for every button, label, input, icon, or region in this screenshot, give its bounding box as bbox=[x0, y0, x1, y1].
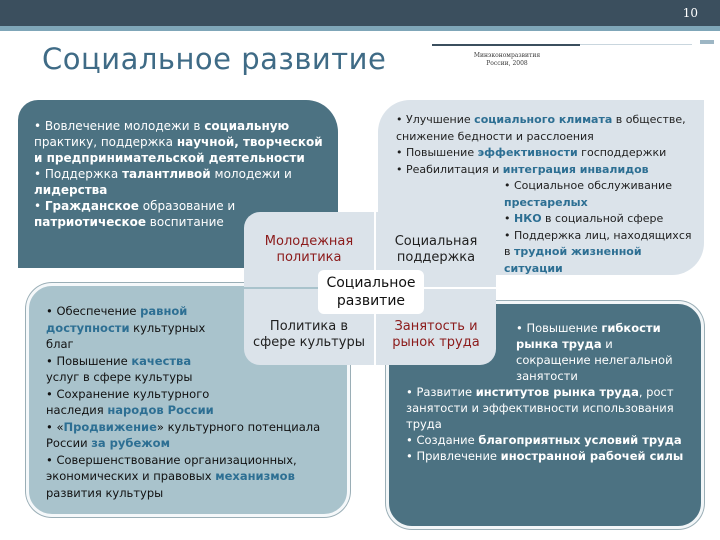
cell-label: Политика в bbox=[269, 319, 349, 334]
bullet-line: снижение бедности и расслоения bbox=[396, 129, 594, 143]
cell-label: поддержка bbox=[396, 249, 476, 265]
bullet-line: сокращение нелегальной bbox=[516, 353, 673, 367]
bullet-line: доступности культурных bbox=[46, 320, 206, 335]
source-note-line: Минэкономразвития bbox=[473, 52, 541, 59]
corner-mark bbox=[700, 40, 714, 44]
bullet-line: России за рубежом bbox=[46, 436, 170, 450]
bullet-line: благ bbox=[46, 337, 74, 351]
bullet-line: и предпринимательской деятельности bbox=[34, 151, 305, 165]
bullet-line: • Повышение эффективности господдержки bbox=[396, 146, 667, 159]
bullet-line: • Повышение гибкости bbox=[516, 321, 661, 335]
bullet-line: лидерства bbox=[34, 183, 108, 197]
slide-title: Социальное развитие bbox=[42, 42, 387, 76]
hub-label: развитие bbox=[336, 293, 406, 309]
cell-label: рынок труда bbox=[392, 335, 480, 350]
bullet-line: • Обеспечение равной bbox=[46, 304, 188, 318]
hub-social-development bbox=[318, 270, 424, 314]
bullet-line: развития культуры bbox=[46, 485, 164, 500]
header-rule bbox=[432, 44, 580, 46]
bullet-line: • Вовлечение молодежи в социальную bbox=[34, 119, 290, 133]
bullet-line: • Создание благоприятных условий труда bbox=[406, 433, 682, 447]
bullet-line: в трудной жизненной ситуации bbox=[504, 245, 642, 275]
bullet-line: • Привлечение иностранной рабочей силы bbox=[406, 449, 684, 463]
source-note-line: России, 2008 bbox=[486, 60, 528, 67]
header-rule-thin bbox=[580, 44, 692, 45]
bullet-line: услуг в сфере культуры bbox=[46, 370, 193, 384]
cell-label: Социальная bbox=[394, 233, 478, 249]
bullet-line: наследия народов России bbox=[46, 403, 214, 417]
bullet-line: патриотическое воспитание bbox=[34, 215, 224, 229]
cell-label: Молодежная bbox=[264, 233, 354, 249]
cell-label: Занятость и bbox=[394, 319, 478, 334]
bullet-line: • Социальное обслуживание bbox=[504, 179, 672, 192]
bullet-line: рынка труда и bbox=[516, 337, 613, 351]
bullet-line: • «Продвижение» культурного потенциала bbox=[46, 419, 321, 434]
bullet-line: экономических и правовых механизмов bbox=[46, 469, 295, 483]
bullet-line: • Совершенствование организационных, bbox=[46, 452, 297, 467]
bullet-line: • Поддержка лиц, находящихся bbox=[504, 228, 692, 242]
accent-line bbox=[0, 26, 720, 31]
top-bar bbox=[0, 0, 720, 26]
cell-label: сфере культуры bbox=[253, 335, 365, 350]
bullet-line: • Реабилитация и интеграция инвалидов bbox=[396, 162, 649, 176]
bullet-line: престарелых bbox=[504, 195, 588, 209]
source-note bbox=[432, 52, 582, 68]
bullet-line: • НКО в социальной сфере bbox=[504, 212, 664, 225]
bullet-line: труда bbox=[406, 417, 442, 431]
hub-label: Социальное bbox=[326, 275, 416, 291]
bullet-line: • Повышение качества bbox=[46, 353, 192, 368]
bullet-line: • Гражданское образование и bbox=[34, 199, 236, 213]
cell-label: политика bbox=[276, 249, 342, 265]
bullet-line: занятости bbox=[516, 369, 578, 383]
page-number: 10 bbox=[682, 6, 698, 20]
bullet-line: • Развитие институтов рынка труда, рост bbox=[406, 385, 674, 399]
bullet-line: • Сохранение культурного bbox=[46, 386, 210, 401]
bullet-line: • Поддержка талантливой молодежи и bbox=[34, 167, 292, 181]
bullet-line: • Улучшение социального климата в обществе, bbox=[396, 113, 686, 126]
bullet-line: занятости и эффективности использования bbox=[406, 401, 674, 415]
bullet-line: практику, поддержка научной, творческой bbox=[34, 135, 323, 149]
